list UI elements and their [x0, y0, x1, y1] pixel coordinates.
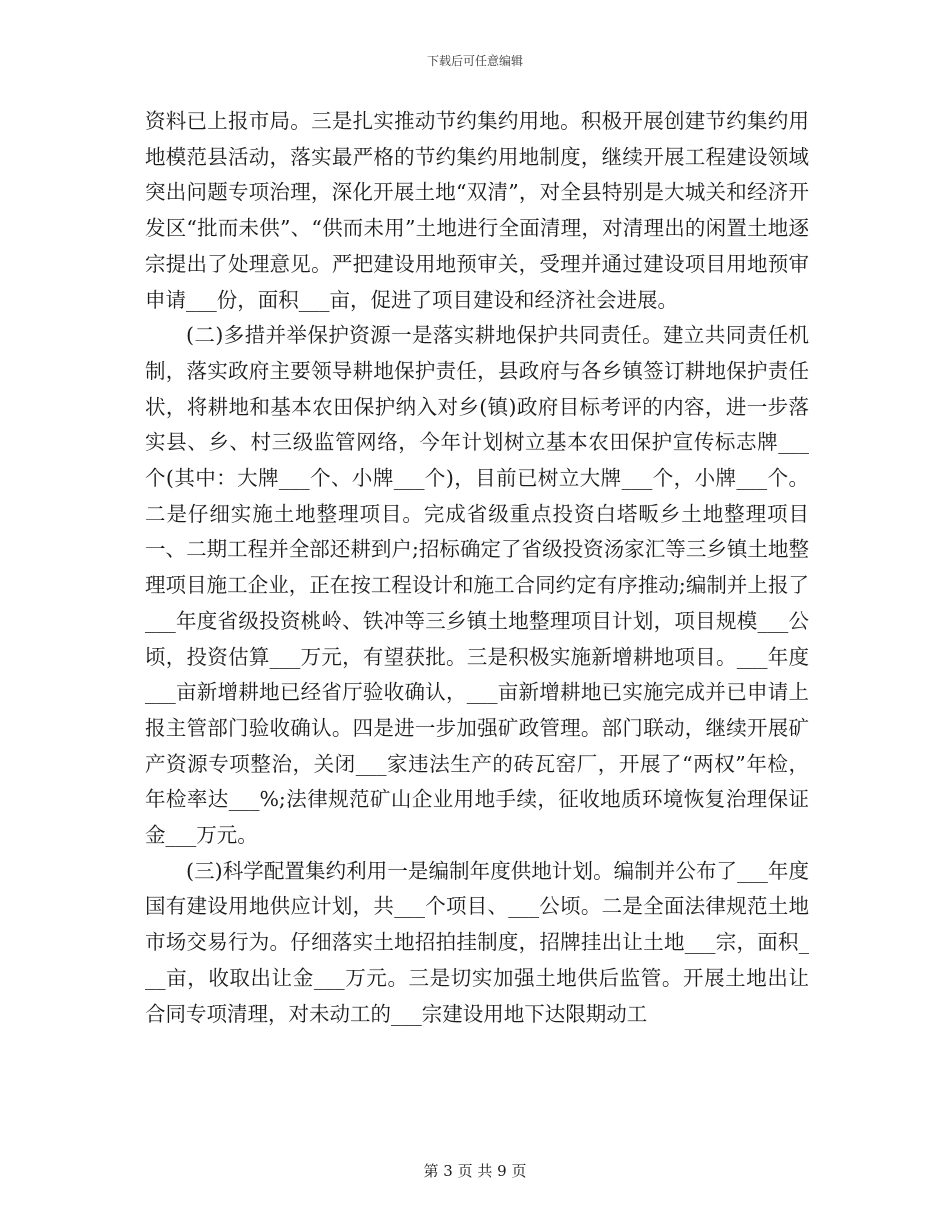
- page-header: 下载后可任意编辑: [426, 54, 523, 68]
- document-body: [145, 104, 809, 1032]
- paragraph-continuation: 资料已上报市局。三是扎实推动节约集约用地。积极开展创建节约集约用地模范县活动，落实最严格的节约集约用地制度，继续开展工程建设领域突出问题专项治理，深化开展土地“双清”，对全县特别是大城关和经济开发区“批而未供”、“供而未用”土地进行全面清理，对清理出的闲置土地逐宗提出了处理意见。严把建设用地预审关，受理并通过建设项目用地预审申请___份，面积___亩，促进了项目建设和经济社会进展。: [145, 109, 809, 312]
- paragraph-section-two: (二)多措并举保护资源一是落实耕地保护共同责任。建立共同责任机制，落实政府主要领导耕地保护责任，县政府与各乡镇签订耕地保护责任状，将耕地和基本农田保护纳入对乡(镇)政府目标考评的内容，进一步落实县、乡、村三级监管网络，今年计划树立基本农田保护宣传标志牌___个(其中：大牌___个、小牌___个)，目前已树立大牌___个，小牌___个。二是仔细实施土地整理项目。完成省级重点投资白塔畈乡土地整理项目一、二期工程并全部还耕到户;招标确定了省级投资汤家汇等三乡镇土地整理项目施工企业，正在按工程设计和施工合同约定有序推动;编制并上报了___年度省级投资桃岭、铁冲等三乡镇土地整理项目计划，项目规模___公顷，投资估算___万元，有望获批。三是积极实施新增耕地项目。___年度___亩新增耕地已经省厅验收确认，___亩新增耕地已实施完成并已申请上报主管部门验收确认。四是进一步加强矿政管理。部门联动，继续开展矿产资源专项整治，关闭___家违法生产的砖瓦窑厂，开展了“两权”年检，年检率达___%;法律规范矿山企业用地手续，征收地质环境恢复治理保证金___万元。: [145, 323, 809, 848]
- page-footer: 第 3 页 共 9 页: [423, 1162, 527, 1180]
- paragraph-section-three: (三)科学配置集约利用一是编制年度供地计划。编制并公布了___年度国有建设用地供应计划，共___个项目、___公顷。二是全面法律规范土地市场交易行为。仔细落实土地招拍挂制度，招牌挂出让土地___宗，面积___亩，收取出让金___万元。三是切实加强土地供后监管。开展土地出让合同专项清理，对未动工的___宗建设用地下达限期动工: [145, 858, 809, 1026]
